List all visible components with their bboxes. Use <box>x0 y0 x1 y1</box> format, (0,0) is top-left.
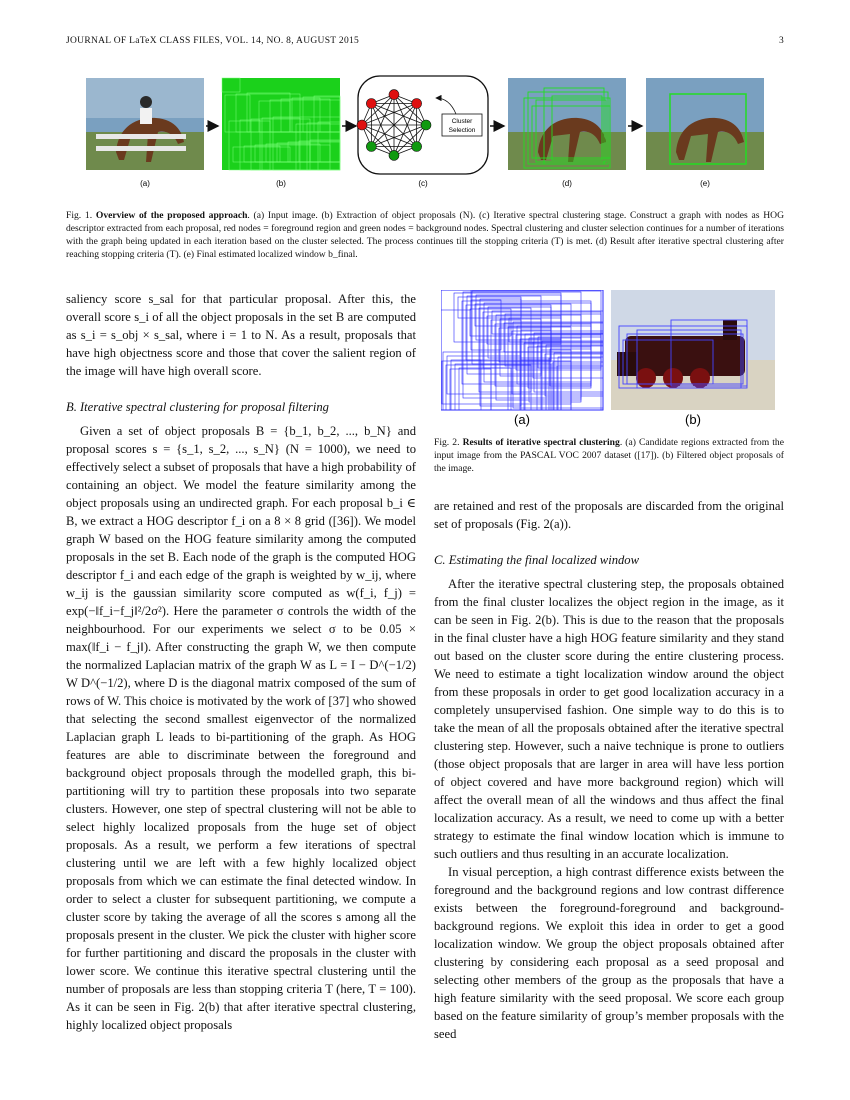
graph-node <box>412 99 422 109</box>
left-paragraph-1: saliency score s_sal for that particular proposal. After this, the overall score s_i of all the object proposals in the set B are computed as s_i = s_obj × s_sal, where i = 1 to N. As a result, proposals that have high objectness score and those that cover the salient region of the image will have high overall score. <box>66 292 416 378</box>
figure-1-graphic <box>66 72 784 197</box>
fig1-label-c: (c) <box>418 179 428 188</box>
graph-node <box>357 120 367 130</box>
page-number: 3 <box>778 36 784 46</box>
graph-node <box>366 141 376 151</box>
candidate-regions-panel <box>441 290 603 410</box>
fig1-label-e: (e) <box>700 179 710 188</box>
cluster-selection-label-1: Cluster <box>451 118 473 125</box>
fig2-caption-label: Fig. 2. <box>434 437 460 448</box>
photo-panel-d <box>508 78 626 170</box>
photo-panel-a <box>86 78 204 170</box>
left-paragraph-2: Given a set of object proposals B = {b_1, b_2, ..., b_N} and proposal scores s = {s_1, s_2, ..., s_N} (N = 1000), we need to effectively select a subset of proposals that have a high probability of containing an object. We model the feature similarity among the object proposals using an undirected graph. For each proposal b_i ∈ B, we extract a HOG descriptor f_i on a 8 × 8 grid ([36]). We model graph W based on the HOG feature similarity among the computed proposals in the set B. Each node of the graph is the computed HOG descriptor f_i and each edge of the graph is weighted by w_ij, where w_ij is the gaussian similarity score computed as w(f_i, f_j) = exp(−‖f_i−f_j‖²/2σ²). Here the parameter σ controls the width of the neighbourhood. For our experiments we select σ to be 0.05 × max(‖f_i − f_j‖). After constructing the graph W, we then compute the normalized Laplacian matrix of the graph W as L = I − D^(−1/2) W D^(−1/2), where D is the diagonal matrix composed of the sum of rows of W. This choice is motivated by the work of [37] who showed that selecting the second smallest eigenvector of the normalized Laplacian graph L leads to bi-partitioning of the graph. As HOG features are able to discriminate between the foreground and background object proposals through the modelled graph, this bi-partitioning will try to partition these proposals into two separate clusters. However, one step of spectral clustering will not be able to select highly localized proposals from the huge set of object proposals. As a result, we perform a few iterations of spectral clustering until we are left with a few highly localized object proposals from which we can estimate the final detected window. In order to select a cluster for subsequent partitioning, we compute a cluster score by taking the average of all the scores s among all the proposals present in the cluster. We pick the cluster with higher score for further partitioning and discard the proposals in the cluster with lower score. We continue this iterative spectral clustering until the number of proposals are less than stopping criteria T (here, T = 100). As it can be seen in Fig. 2(b) that after iterative spectral clustering, highly localized object proposals <box>66 424 416 1032</box>
fig1-label-b: (b) <box>276 179 286 188</box>
left-column <box>66 290 416 1034</box>
filtered-proposals-panel <box>611 290 775 410</box>
cluster-selection-label-2: Selection <box>448 127 476 134</box>
right-paragraph-1: are retained and rest of the proposals are discarded from the original set of proposals (Fig. 2(a)). <box>434 499 784 531</box>
right-paragraph-3: In visual perception, a high contrast difference exists between the foreground and the background regions and low contrast difference exists between the foreground-foreground and background-background regions. We exploit this idea in order to get a good localization window. We group the object proposals obtained after clustering by considering each proposal as a seed proposal and selecting other members of the group as the proposals that have a high feature similarity with the seed proposal. We score each group based on the feature similarity of group’s member proposals with the seed <box>434 865 784 1041</box>
right-paragraph-2: After the iterative spectral clustering step, the proposals obtained from the final cluster localizes the object region in the image, as it can be seen in Fig. 2(b). This is due to the reason that the proposals in the final cluster have a high HOG feature similarity and they stand out based on the cluster score during the entire clustering process. We need to estimate a tight localization window around the object from these proposals in order to get good localization accuracy in a completely unsupervised fashion. One simple way to do this is to take the mean of all the proposals obtained after the iterative spectral clustering step. However, such a naive technique is prone to outliers (those object proposals that are larger in area will have less portion of object covered and have more background region) which will affect the overall mean of all the windows and thus affect the final localization accuracy. As a result, we need to come up with a better strategy to estimate the final window location which is immune to such outliers and thus resulting in an accurate localization. <box>434 577 784 861</box>
graph-node <box>389 90 399 100</box>
figure-2-graphic <box>441 290 777 428</box>
right-column <box>434 497 784 1043</box>
photo-panel-e <box>646 78 764 170</box>
graph-node <box>421 120 431 130</box>
graph-panel-c <box>357 76 488 174</box>
fig1-label-d: (d) <box>562 179 572 188</box>
figure-2 <box>441 290 777 428</box>
fig1-label-a: (a) <box>140 179 150 188</box>
figure-2-caption <box>434 436 784 475</box>
fig1-caption-text: . (a) Input image. (b) Extraction of object proposals (N). (c) Iterative spectral clustering stage. Construct a graph with nodes as HOG descriptor extracted from each proposal, red nodes = foreground region and green nodes = background nodes. Spectral clustering and cluster selection continues for a number of iterations with the graph being updated in each iteration based on the cluster selected. The process continues till the stopping criteria (T) is met. (d) Result after iterative spectral clustering after reaching stopping criteria (T). (e) Final estimated localized window b_final. <box>66 210 784 260</box>
section-c-heading: C. Estimating the final localized window <box>434 553 639 567</box>
figure-1 <box>66 72 784 197</box>
proposals-panel-b <box>222 78 340 170</box>
graph-node <box>389 150 399 160</box>
fig2-caption-text: . (a) Candidate regions extracted from the input image from the PASCAL VOC 2007 dataset ([17]). (b) Filtered object proposals of the image. <box>434 437 784 474</box>
figure-1-caption <box>66 209 784 261</box>
fig1-caption-label: Fig. 1. <box>66 210 93 221</box>
graph-node <box>366 99 376 109</box>
section-b-heading: B. Iterative spectral clustering for proposal filtering <box>66 400 329 414</box>
fig1-caption-title: Overview of the proposed approach <box>95 210 248 221</box>
graph-node <box>412 141 422 151</box>
running-header: JOURNAL OF LaTeX CLASS FILES, VOL. 14, NO. 8, AUGUST 2015 <box>66 36 360 46</box>
fig2-caption-title: Results of iterative spectral clustering <box>462 437 620 448</box>
fig2-label-b: (b) <box>685 412 701 427</box>
fig2-label-a: (a) <box>514 412 530 427</box>
